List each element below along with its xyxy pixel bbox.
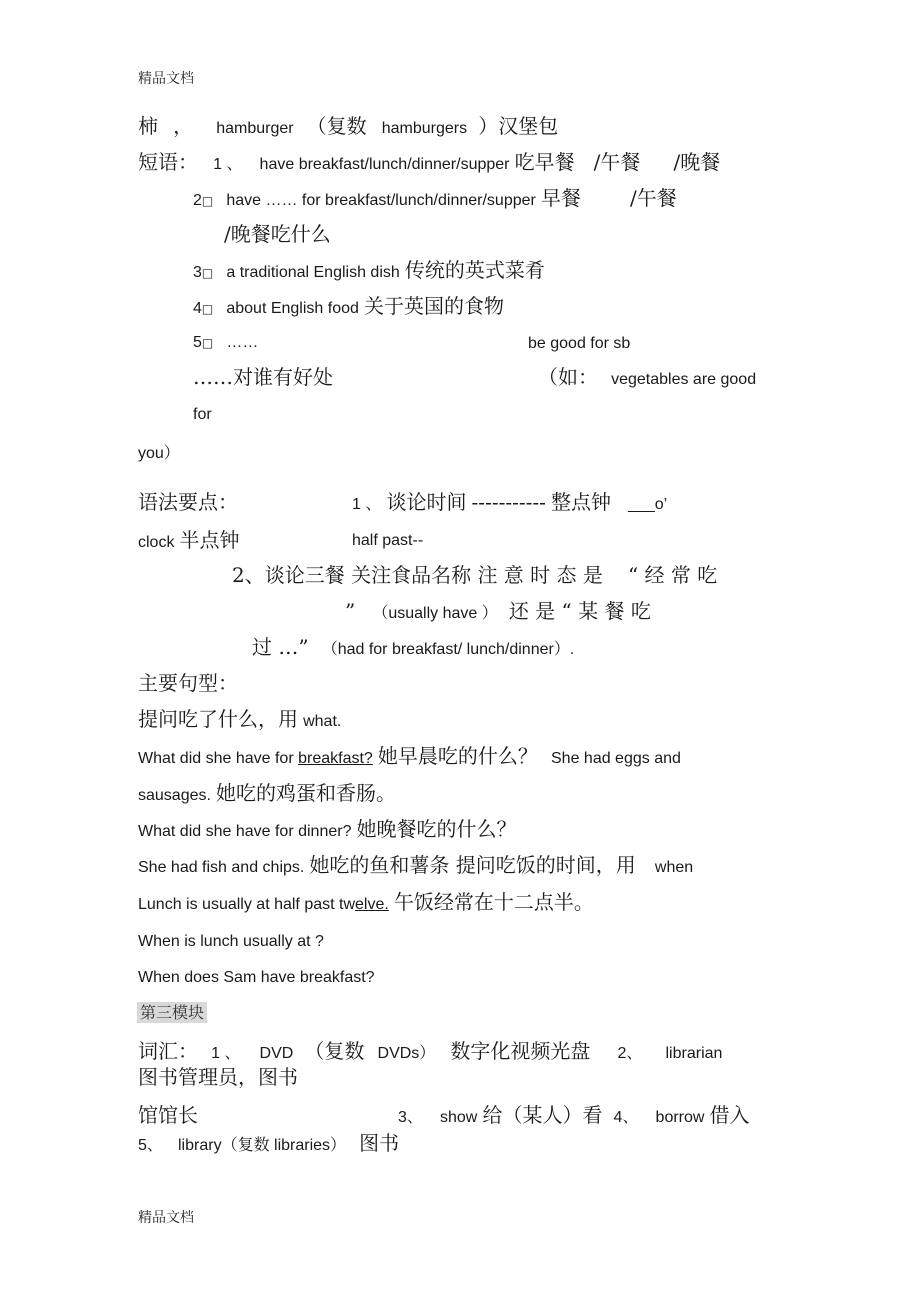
grammar-2-cn-2: 还 是 “ 某 餐 吃 bbox=[508, 599, 651, 623]
sentence-2-en: sausages. bbox=[138, 787, 211, 804]
sentence-5 bbox=[138, 890, 594, 914]
vocab-cn-1: 柿 bbox=[138, 114, 158, 138]
phrase-5-cn-1: ……对谁有好处 bbox=[193, 365, 333, 389]
grammar-1-dash: ----------- bbox=[471, 490, 546, 514]
grammar-1 bbox=[352, 490, 667, 514]
phrase-2-cn-3: /晚餐吃什么 bbox=[224, 222, 331, 246]
sentence-6: When is lunch usually at ? bbox=[138, 933, 324, 950]
module-3-v2-cn-2: 给（某人）看 bbox=[482, 1103, 603, 1127]
phrase-1-en: have breakfast/lunch/dinner/supper bbox=[259, 156, 510, 173]
grammar-1-cn-3: 半点钟 bbox=[179, 528, 240, 552]
sentence-5-en-underlined: elve. bbox=[355, 896, 389, 913]
grammar-1-cont bbox=[138, 528, 240, 552]
module-3-title-text: 第三模块 bbox=[137, 1002, 207, 1023]
sentence-1 bbox=[138, 744, 681, 768]
module-3-v1-en-3: librarian bbox=[665, 1045, 723, 1062]
module-3-v2-en-2: borrow bbox=[655, 1109, 705, 1126]
phrase-3-en: a traditional English dish bbox=[226, 264, 400, 281]
phrase-3-cn: 传统的英式菜肴 bbox=[404, 258, 545, 282]
grammar-2-en-1: （usually have ） bbox=[372, 605, 498, 622]
phrase-4-num: 4 bbox=[193, 300, 202, 317]
phrase-2-num: 2 bbox=[193, 192, 202, 209]
sentence-5-en-1: Lunch is usually at half past tw bbox=[138, 896, 356, 913]
phrase-1 bbox=[138, 150, 720, 174]
vocab-en-2: hamburgers bbox=[381, 120, 468, 137]
sentence-4-cn-1: 她吃的鱼和薯条 提问吃饭的时间，用 bbox=[309, 853, 636, 877]
phrase-4 bbox=[193, 294, 504, 318]
phrase-5-en-2: be good for sb bbox=[528, 335, 631, 352]
module-3-v1-cn-1: （复数 bbox=[304, 1039, 365, 1063]
module-3-vocab-3 bbox=[138, 1131, 399, 1155]
grammar-1-num: 1 、 bbox=[352, 496, 382, 513]
sentence-2-cn: 她吃的鸡蛋和香肠。 bbox=[216, 781, 397, 805]
grammar-2-q2: ” bbox=[345, 599, 356, 623]
phrase-2-cn-1: 早餐 bbox=[540, 186, 581, 210]
grammar-1-cn-1: 谈论时间 bbox=[386, 490, 467, 514]
module-3-vocab-label: 词汇： bbox=[138, 1039, 198, 1063]
module-3-v1-en-1: DVD bbox=[259, 1045, 294, 1062]
vocab-line-hamburger bbox=[138, 114, 558, 138]
sentence-3-en: What did she have for dinner? bbox=[138, 823, 352, 840]
phrase-4-box: □ bbox=[201, 302, 214, 316]
module-3-v3-num-5: 5、 bbox=[138, 1137, 163, 1154]
grammar-1-blank: ___o’ bbox=[628, 496, 668, 513]
grammar-2-line-2 bbox=[345, 599, 651, 623]
module-3-v2-cn-3: 借入 bbox=[709, 1103, 750, 1127]
phrase-1-cn-2: /午餐 bbox=[593, 150, 641, 174]
vocab-en-1: hamburger bbox=[216, 120, 294, 137]
phrase-5-cn-2: （如： bbox=[538, 365, 598, 389]
module-3-v1-num-2: 2、 bbox=[617, 1045, 643, 1062]
sentence-4-en-1: She had fish and chips. bbox=[138, 859, 305, 876]
sentence-4-en-2: when bbox=[654, 859, 694, 876]
module-3-v2-cn-1: 馆馆长 bbox=[138, 1103, 198, 1127]
grammar-2-cn-3: 过 …” bbox=[252, 635, 309, 659]
grammar-1-en-2: half past-- bbox=[352, 532, 424, 549]
phrase-1-cn-3: /晚餐 bbox=[673, 150, 721, 174]
phrase-5 bbox=[193, 332, 258, 352]
vocab-comma: ， bbox=[173, 114, 194, 138]
grammar-2-q1: “ 经 常 吃 bbox=[627, 563, 718, 587]
phrase-2 bbox=[193, 186, 677, 210]
grammar-2 bbox=[232, 563, 717, 587]
grammar-1-en-1: clock bbox=[138, 534, 175, 551]
grammar-2-line-3 bbox=[252, 635, 574, 659]
sentence-2 bbox=[138, 781, 396, 805]
sentence-4 bbox=[138, 853, 693, 877]
phrase-5-example bbox=[538, 365, 756, 389]
sentence-1-en-underlined: breakfast? bbox=[298, 750, 373, 767]
module-3-v2-num-4: 4、 bbox=[613, 1109, 639, 1126]
module-3-v1-en-2: DVDs） bbox=[377, 1045, 436, 1062]
vocab-cn-2: （复数 bbox=[306, 114, 367, 138]
ask-what-line bbox=[138, 707, 341, 731]
phrase-2-cn-2: /午餐 bbox=[630, 186, 677, 210]
module-3-vocab-1 bbox=[138, 1039, 722, 1063]
phrases-label: 短语： bbox=[138, 150, 198, 174]
phrase-3-box: □ bbox=[201, 266, 214, 280]
phrase-4-en: about English food bbox=[226, 300, 359, 317]
vocab-cn-3: ）汉堡包 bbox=[478, 114, 559, 138]
ask-what-cn: 提问吃了什么，用 bbox=[138, 707, 298, 731]
phrase-3 bbox=[193, 258, 545, 282]
phrase-5-box: □ bbox=[201, 336, 214, 350]
phrase-5-en-5: you） bbox=[138, 445, 180, 462]
sentence-5-cn: 午饭经常在十二点半。 bbox=[393, 890, 594, 914]
ask-what-en: what. bbox=[303, 713, 342, 730]
sentences-label: 主要句型： bbox=[138, 671, 238, 695]
phrase-1-cn-1: 吃早餐 bbox=[514, 150, 575, 174]
grammar-1-cn-2: 整点钟 bbox=[550, 490, 611, 514]
phrase-4-cn: 关于英国的食物 bbox=[363, 294, 504, 318]
grammar-2-en-2: （had for breakfast/ lunch/dinner）. bbox=[321, 641, 575, 658]
phrase-5-en-1: …… bbox=[226, 334, 259, 351]
sentence-1-en-2: She had eggs and bbox=[551, 750, 681, 767]
module-3-v1-num: 1 、 bbox=[211, 1045, 241, 1062]
phrase-1-num: 1 、 bbox=[213, 156, 243, 173]
phrase-2-box: □ bbox=[201, 194, 214, 208]
sentence-3 bbox=[138, 817, 517, 841]
phrase-2-en: have …… for breakfast/lunch/dinner/supper bbox=[226, 192, 536, 209]
phrase-3-num: 3 bbox=[193, 264, 202, 281]
sentence-1-en-1: What did she have for bbox=[138, 750, 299, 767]
grammar-2-cn-1: 2、谈论三餐 关注食品名称 注 意 时 态 是 bbox=[232, 563, 603, 587]
module-3-v1b-cn: 图书管理员，图书 bbox=[138, 1065, 298, 1089]
module-3-title bbox=[137, 1003, 207, 1022]
phrase-5-num: 5 bbox=[193, 334, 202, 351]
sentence-1-cn: 她早晨吃的什么？ bbox=[377, 744, 538, 768]
phrase-5-en-3: vegetables are good bbox=[611, 371, 757, 388]
sentence-7: When does Sam have breakfast? bbox=[138, 969, 375, 986]
page-footer: 精品文档 bbox=[138, 1210, 194, 1226]
module-3-v1-cn-2: 数字化视频光盘 bbox=[450, 1039, 591, 1063]
phrase-5-en-4: for bbox=[193, 406, 212, 423]
module-3-v2-en-1: show bbox=[440, 1109, 478, 1126]
module-3-v2-num-3: 3、 bbox=[398, 1109, 423, 1126]
grammar-label: 语法要点： bbox=[138, 490, 238, 514]
module-3-v3-cn-1: 图书 bbox=[359, 1131, 400, 1155]
sentence-3-cn: 她晚餐吃的什么？ bbox=[356, 817, 517, 841]
module-3-v3-en-1: library（复数 libraries） bbox=[178, 1137, 347, 1154]
module-3-vocab-2 bbox=[398, 1103, 750, 1127]
page-header: 精品文档 bbox=[138, 71, 194, 87]
